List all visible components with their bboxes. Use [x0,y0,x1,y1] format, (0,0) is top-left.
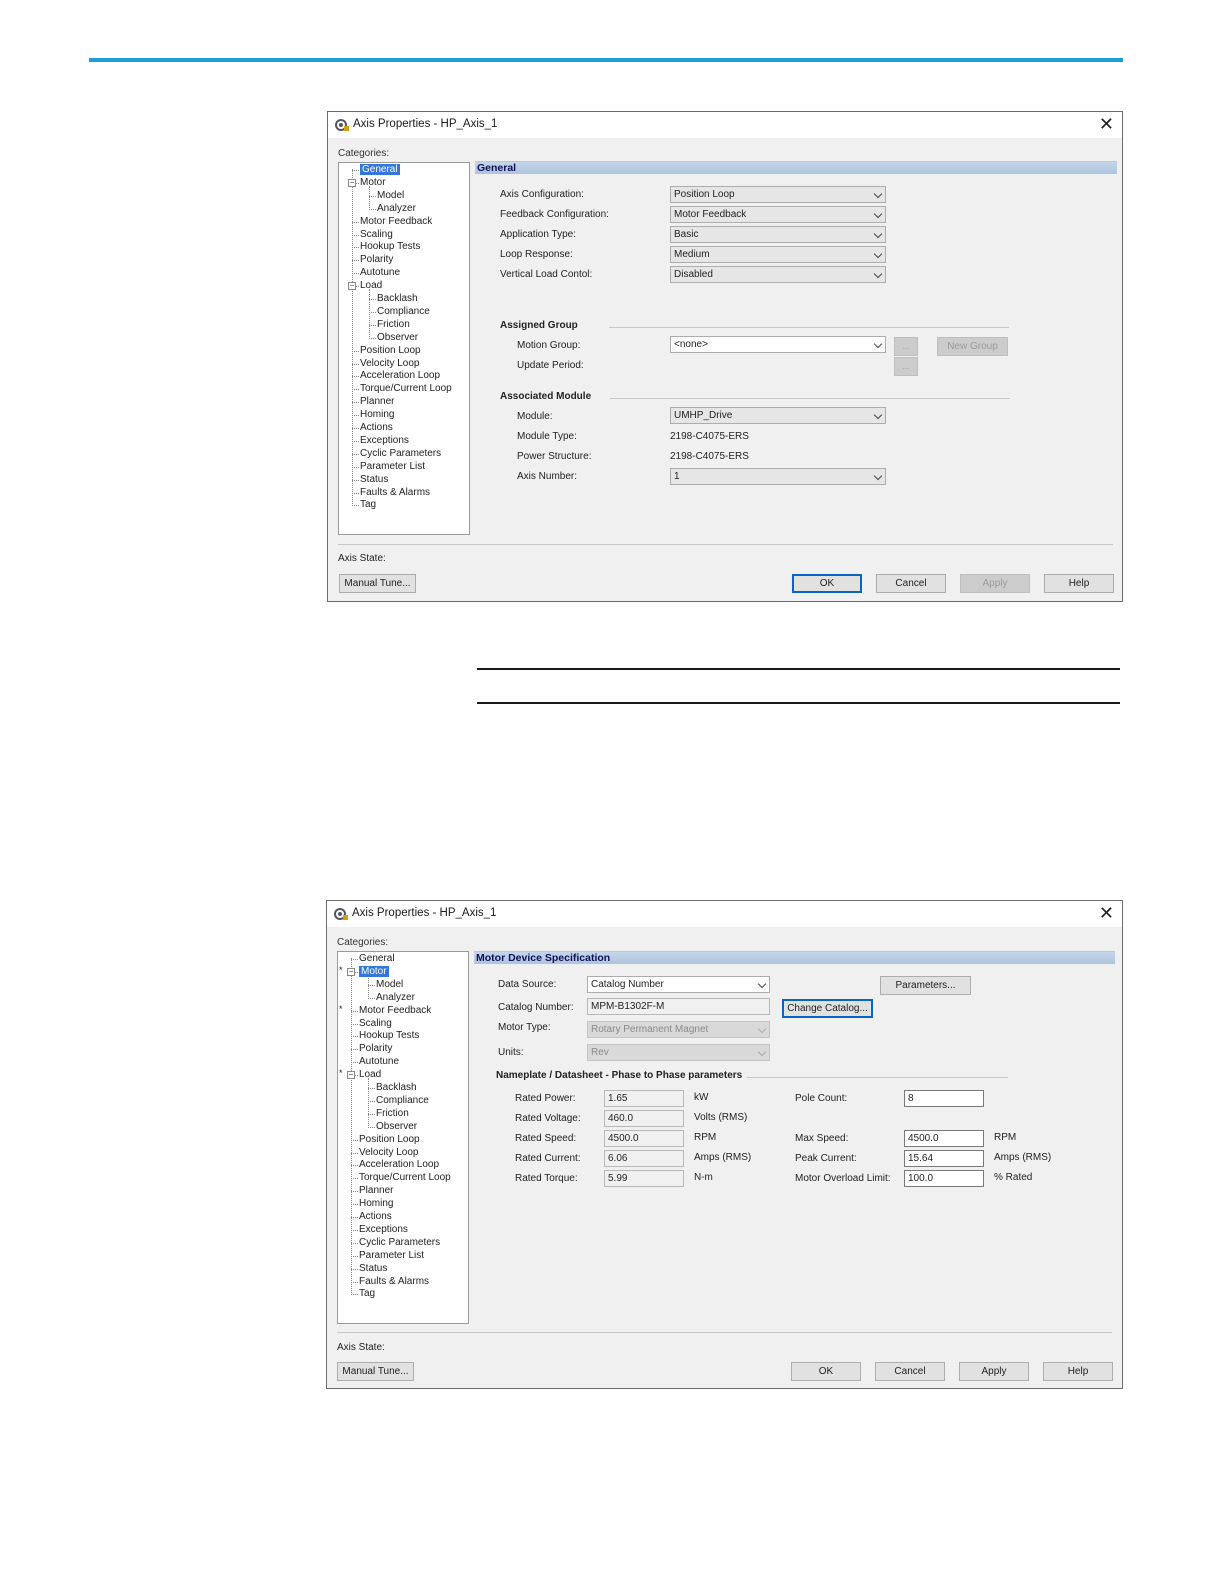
modified-marker-icon: * [339,1068,343,1079]
tree-item-status[interactable] [359,1263,387,1275]
motor-type-label: Motor Type: [498,1022,551,1033]
tree-guide-line [352,222,359,223]
tree-item-load[interactable] [360,280,382,292]
axis-state-label: Axis State: [338,553,386,564]
tree-guide-line [351,1217,358,1218]
tree-guide-line [368,1088,375,1089]
tree-item-label: Acceleration Loop [360,370,441,382]
tree-item-label: Parameter List [359,1249,425,1261]
tree-item-label: Scaling [360,228,393,240]
tree-item-motor[interactable] [359,966,389,978]
chevron-down-icon [758,1025,766,1033]
tree-item-label: Homing [359,1198,394,1210]
pole-count-field[interactable]: 8 [904,1090,984,1107]
tree-item-label: Backlash [376,1082,417,1093]
tree-guide-line [351,1282,358,1283]
module-type-label: Module Type: [517,431,577,442]
tree-item-label: Torque/Current Loop [360,383,452,395]
tree-item-polarity[interactable] [360,254,393,266]
tree-item-tag[interactable] [360,499,376,511]
footer-divider [337,1332,1112,1333]
tree-guide-line [352,389,359,390]
tree-item-parameter-list[interactable] [360,461,425,473]
tree-guide-line [352,235,359,236]
tree-item-label: Actions [360,422,393,433]
parameters-button[interactable]: Parameters... [880,976,971,995]
tree-item-backlash[interactable] [377,293,418,305]
tree-item-label: Observer [376,1120,418,1132]
tree-guide-line [368,985,375,986]
tree-item-label: Motor Feedback [360,215,433,227]
catalog-number-label: Catalog Number: [498,1002,574,1013]
tree-guide-line [352,273,359,274]
axis-number-label: Axis Number: [517,471,578,482]
peak-current-field[interactable]: 15.64 [904,1150,984,1167]
tree-item-label: Motor Feedback [359,1004,432,1016]
title-bar [328,112,1122,138]
rated-current-unit: Amps (RMS) [694,1152,752,1163]
manual-tune-button[interactable]: Manual Tune... [339,574,416,593]
categories-label: Categories: [338,148,390,159]
rated-torque-label: Rated Torque: [515,1173,578,1184]
rated-torque-field[interactable]: 5.99 [604,1170,684,1187]
tree-item-label: Status [359,1262,388,1274]
tree-guide-line [352,260,359,261]
tree-guide-line [351,1204,358,1205]
help-button[interactable]: Help [1044,574,1114,593]
tree-item-compliance[interactable] [377,306,430,318]
tree-item-label: Scaling [359,1017,392,1029]
nameplate-title: Nameplate / Datasheet - Phase to Phase parameters [496,1070,743,1081]
rated-speed-field[interactable]: 4500.0 [604,1130,684,1147]
tree-item-label: Analyzer [377,202,416,214]
tree-item-cyclic-parameters[interactable] [359,1237,440,1249]
chevron-down-icon [874,472,882,480]
power-structure-value: 2198-C4075-ERS [670,451,749,462]
chevron-down-icon [874,270,882,278]
axis-number-value: 1 [674,471,680,482]
tree-guide-line [351,1230,358,1231]
tree-item-label: General [359,953,395,964]
chevron-down-icon [874,210,882,218]
tree-item-status[interactable] [360,474,388,486]
feedback-configuration-value: Motor Feedback [674,209,747,220]
tree-guide-line [369,196,376,197]
manual-tune-button[interactable]: Manual Tune... [337,1362,414,1381]
module-select[interactable] [670,407,886,424]
chevron-down-icon [758,980,766,988]
categories-label: Categories: [337,937,389,948]
tree-item-motor[interactable] [360,177,386,189]
chevron-down-icon [874,190,882,198]
modified-marker-icon: * [339,1003,343,1014]
axis-properties-dialog-general [327,111,1123,602]
dialog-title: Axis Properties - HP_Axis_1 [352,907,497,919]
tree-guide-line [351,1049,358,1050]
rated-power-unit: kW [694,1092,709,1103]
rated-torque-unit: N-m [694,1172,713,1183]
tree-guide-line [351,1256,358,1257]
data-source-select[interactable] [587,976,770,993]
rated-voltage-label: Rated Voltage: [515,1113,581,1124]
tree-guide-line [369,209,376,210]
ok-button[interactable]: OK [791,1362,861,1381]
units-label: Units: [498,1047,524,1058]
tree-item-label: Friction [377,318,410,330]
tree-item-label: Hookup Tests [360,241,421,253]
associated-module-title: Associated Module [500,391,592,402]
tree-item-acceleration-loop[interactable] [359,1159,439,1171]
dialog-title: Axis Properties - HP_Axis_1 [353,118,498,130]
collapse-icon[interactable]: − [348,1070,354,1080]
power-structure-label: Power Structure: [517,451,592,462]
tree-guide-line [352,480,359,481]
axis-properties-dialog-motor [326,900,1123,1389]
title-bar [327,901,1122,927]
collapse-icon[interactable]: − [348,966,354,976]
tree-guide-line [368,998,375,999]
tree-guide-line [352,493,359,494]
rated-voltage-field[interactable]: 460.0 [604,1110,684,1127]
peak-current-unit: Amps (RMS) [994,1152,1052,1163]
ok-button[interactable]: OK [792,574,862,593]
catalog-number-field[interactable]: MPM-B1302F-M [587,998,770,1015]
section-title: Motor Device Specification [474,951,1115,964]
tree-guide-line [351,1036,358,1037]
tree-item-label: Homing [360,409,395,421]
tree-item-label: Faults & Alarms [359,1275,430,1287]
apply-button[interactable]: Apply [960,574,1030,593]
tree-guide-line [369,338,376,339]
tree-item-label: Position Loop [360,344,421,356]
close-icon[interactable]: ✕ [1098,114,1114,134]
tree-item-homing[interactable] [360,409,394,421]
tree-guide-line [351,1140,358,1141]
tree-guide-line [352,441,359,442]
tree-guide-line [352,467,359,468]
rated-speed-label: Rated Speed: [515,1133,577,1144]
chevron-down-icon [874,411,882,419]
tree-item-torque-current-loop[interactable] [359,1172,451,1184]
tree-guide-line [351,1269,358,1270]
cancel-button[interactable]: Cancel [876,574,946,593]
tree-guide-line [352,376,359,377]
motion-group-browse-button[interactable]: ... [894,337,918,356]
note-bottom-rule [477,702,1120,704]
motor-overload-limit-label: Motor Overload Limit: [795,1173,891,1184]
new-group-button[interactable]: New Group [937,337,1008,356]
associated-module-divider [610,398,1010,399]
tree-item-label: Tag [359,1288,376,1300]
tree-guide-line [352,364,359,365]
tree-guide-line [352,454,359,455]
tree-item-backlash[interactable] [376,1082,417,1094]
modified-marker-icon: * [339,964,343,975]
tree-guide-line [352,402,359,403]
tree-item-planner[interactable] [360,396,394,408]
footer-divider [338,544,1113,545]
tree-guide-line [351,1243,358,1244]
tree-guide-line [369,325,376,326]
motion-group-value: <none> [674,339,708,350]
tree-item-faults-alarms[interactable] [359,1276,429,1288]
units-select[interactable] [587,1044,770,1061]
tree-guide-line [352,505,359,506]
assigned-group-title: Assigned Group [500,320,578,331]
tree-item-observer[interactable] [377,332,418,344]
tree-item-planner[interactable] [359,1185,393,1197]
pole-count-label: Pole Count: [795,1093,848,1104]
rated-current-label: Rated Current: [515,1153,581,1164]
tree-item-label: Motor [360,176,386,188]
tree-guide-line [351,959,358,960]
tree-guide-line [368,1078,369,1126]
tree-item-general[interactable] [360,164,400,176]
tree-item-exceptions[interactable] [359,1224,408,1236]
tree-item-label: Faults & Alarms [360,486,431,498]
max-speed-field[interactable]: 4500.0 [904,1130,984,1147]
module-value: UMHP_Drive [674,410,733,421]
tree-guide-line [368,1114,375,1115]
tree-guide-line [352,415,359,416]
tree-item-autotune[interactable] [360,267,400,279]
tree-item-load[interactable] [359,1069,381,1081]
rated-voltage-unit: Volts (RMS) [694,1112,748,1123]
tree-item-motor-feedback[interactable] [360,216,432,228]
apply-button[interactable]: Apply [959,1362,1029,1381]
tree-item-label: Cyclic Parameters [360,447,442,459]
rated-speed-unit: RPM [694,1132,717,1143]
tree-item-label: Planner [359,1185,394,1197]
change-catalog-button[interactable]: Change Catalog... [782,999,873,1018]
tree-item-hookup-tests[interactable] [359,1030,419,1042]
tree-item-label: Friction [376,1107,409,1119]
tree-guide-line [369,289,370,337]
tree-guide-line [352,351,359,352]
tree-item-analyzer[interactable] [376,992,415,1004]
vertical-load-contol-label: Vertical Load Contol: [500,269,593,280]
tree-item-label: Tag [360,499,377,511]
tree-item-label: Acceleration Loop [359,1159,440,1171]
motor-overload-limit-unit: % Rated [994,1172,1033,1183]
loop-response-select[interactable] [670,246,886,263]
tree-guide-line [369,312,376,313]
axis-properties-icon [334,117,350,133]
tree-item-scaling[interactable] [360,229,393,241]
tree-item-label: Velocity Loop [359,1146,419,1158]
application-type-value: Basic [674,229,699,240]
tree-item-friction[interactable] [377,319,410,331]
tree-guide-line [351,1024,358,1025]
help-button[interactable]: Help [1043,1362,1113,1381]
tree-item-label: Status [360,473,389,485]
vertical-load-contol-value: Disabled [674,269,713,280]
tree-item-general[interactable] [359,953,395,965]
rated-current-field[interactable]: 6.06 [604,1150,684,1167]
tree-item-label: Actions [359,1211,392,1222]
tree-guide-line [352,170,359,171]
update-period-label: Update Period: [517,360,584,371]
tree-guide-line [368,1127,375,1128]
tree-item-scaling[interactable] [359,1018,392,1030]
axis-properties-icon [333,906,349,922]
tree-item-label: Backlash [377,293,418,304]
peak-current-label: Peak Current: [795,1153,857,1164]
tree-item-model[interactable] [377,190,404,202]
tree-item-label: Autotune [360,267,401,279]
motor-type-select[interactable] [587,1021,770,1038]
tree-item-label: Planner [360,396,395,408]
axis-configuration-select[interactable] [670,186,886,203]
tree-item-label: Load [360,280,383,292]
tree-guide-line [351,1062,358,1063]
note-top-rule [477,668,1120,670]
chevron-down-icon [874,250,882,258]
collapse-icon[interactable]: − [349,281,355,291]
tree-guide-line [352,428,359,429]
tree-guide-line [351,1153,358,1154]
tree-item-exceptions[interactable] [360,435,409,447]
loop-response-label: Loop Response: [500,249,573,260]
tree-item-hookup-tests[interactable] [360,241,420,253]
tree-item-label: Analyzer [376,991,415,1003]
motor-overload-limit-field[interactable]: 100.0 [904,1170,984,1187]
loop-response-value: Medium [674,249,710,260]
tree-item-acceleration-loop[interactable] [360,370,440,382]
tree-item-label: Compliance [376,1094,429,1106]
chevron-down-icon [874,230,882,238]
tree-item-model[interactable] [376,979,403,991]
nameplate-divider [747,1077,1008,1078]
vertical-load-contol-select[interactable] [670,266,886,283]
tree-item-compliance[interactable] [376,1095,429,1107]
motion-group-label: Motion Group: [517,340,581,351]
tree-item-autotune[interactable] [359,1056,399,1068]
tree-item-label: General [362,164,398,175]
tree-guide-line [368,1101,375,1102]
close-icon[interactable]: ✕ [1098,903,1114,923]
module-type-value: 2198-C4075-ERS [670,431,749,442]
assigned-group-divider [609,327,1009,328]
tree-item-label: Polarity [359,1043,393,1055]
tree-item-analyzer[interactable] [377,203,416,215]
tree-guide-line [351,1178,358,1179]
data-source-value: Catalog Number [591,979,664,990]
tree-item-cyclic-parameters[interactable] [360,448,441,460]
tree-guide-line [351,1165,358,1166]
feedback-configuration-label: Feedback Configuration: [500,209,609,220]
tree-item-position-loop[interactable] [359,1134,420,1146]
tree-item-label: Torque/Current Loop [359,1172,451,1184]
tree-guide-line [351,1011,358,1012]
motion-group-select[interactable] [670,336,886,353]
tree-item-friction[interactable] [376,1108,409,1120]
tree-item-actions[interactable] [360,422,393,434]
axis-number-select[interactable] [670,468,886,485]
chevron-down-icon [874,340,882,348]
tree-item-label: Position Loop [359,1133,420,1145]
tree-guide-line [369,299,376,300]
tree-item-label: Hookup Tests [359,1030,420,1042]
tree-item-label: Motor [361,965,387,977]
tree-item-label: Observer [377,331,419,343]
collapse-icon[interactable]: − [349,177,355,187]
tree-item-label: Parameter List [360,460,426,472]
units-value: Rev [591,1047,609,1058]
tree-item-label: Autotune [359,1056,400,1068]
max-speed-unit: RPM [994,1132,1017,1143]
tree-item-label: Cyclic Parameters [359,1236,441,1248]
application-type-select[interactable] [670,226,886,243]
tree-item-polarity[interactable] [359,1043,392,1055]
data-source-label: Data Source: [498,979,557,990]
tree-item-label: Exceptions [359,1223,408,1235]
tree-item-position-loop[interactable] [360,345,421,357]
rated-power-label: Rated Power: [515,1093,576,1104]
page-header-rule [89,58,1123,62]
tree-item-label: Load [359,1069,382,1081]
tree-item-actions[interactable] [359,1211,392,1223]
tree-item-faults-alarms[interactable] [360,487,430,499]
tree-guide-line [351,1294,358,1295]
max-speed-label: Max Speed: [795,1133,849,1144]
application-type-label: Application Type: [500,229,576,240]
tree-item-observer[interactable] [376,1121,417,1133]
motor-type-value: Rotary Permanent Magnet [591,1024,709,1035]
tree-item-velocity-loop[interactable] [360,358,420,370]
tree-item-tag[interactable] [359,1288,375,1300]
categories-tree[interactable] [338,162,470,535]
tree-item-label: Velocity Loop [360,357,420,369]
tree-guide-line [352,247,359,248]
categories-tree[interactable] [337,951,469,1324]
tree-item-motor-feedback[interactable] [359,1005,431,1017]
tree-item-torque-current-loop[interactable] [360,383,452,395]
tree-item-parameter-list[interactable] [359,1250,424,1262]
tree-item-label: Polarity [360,254,394,266]
rated-power-field[interactable]: 1.65 [604,1090,684,1107]
axis-configuration-value: Position Loop [674,189,735,200]
cancel-button[interactable]: Cancel [875,1362,945,1381]
tree-item-label: Compliance [377,305,430,317]
tree-item-homing[interactable] [359,1198,393,1210]
tree-item-label: Model [377,189,405,201]
module-label: Module: [517,411,553,422]
section-title: General [475,161,1117,174]
tree-item-label: Model [376,978,404,990]
chevron-down-icon [758,1048,766,1056]
tree-item-velocity-loop[interactable] [359,1147,419,1159]
tree-item-label: Exceptions [360,434,409,446]
tree-guide-line [351,1191,358,1192]
axis-state-label: Axis State: [337,1342,385,1353]
update-period-browse-button[interactable]: ... [894,357,918,376]
feedback-configuration-select[interactable] [670,206,886,223]
axis-configuration-label: Axis Configuration: [500,189,584,200]
